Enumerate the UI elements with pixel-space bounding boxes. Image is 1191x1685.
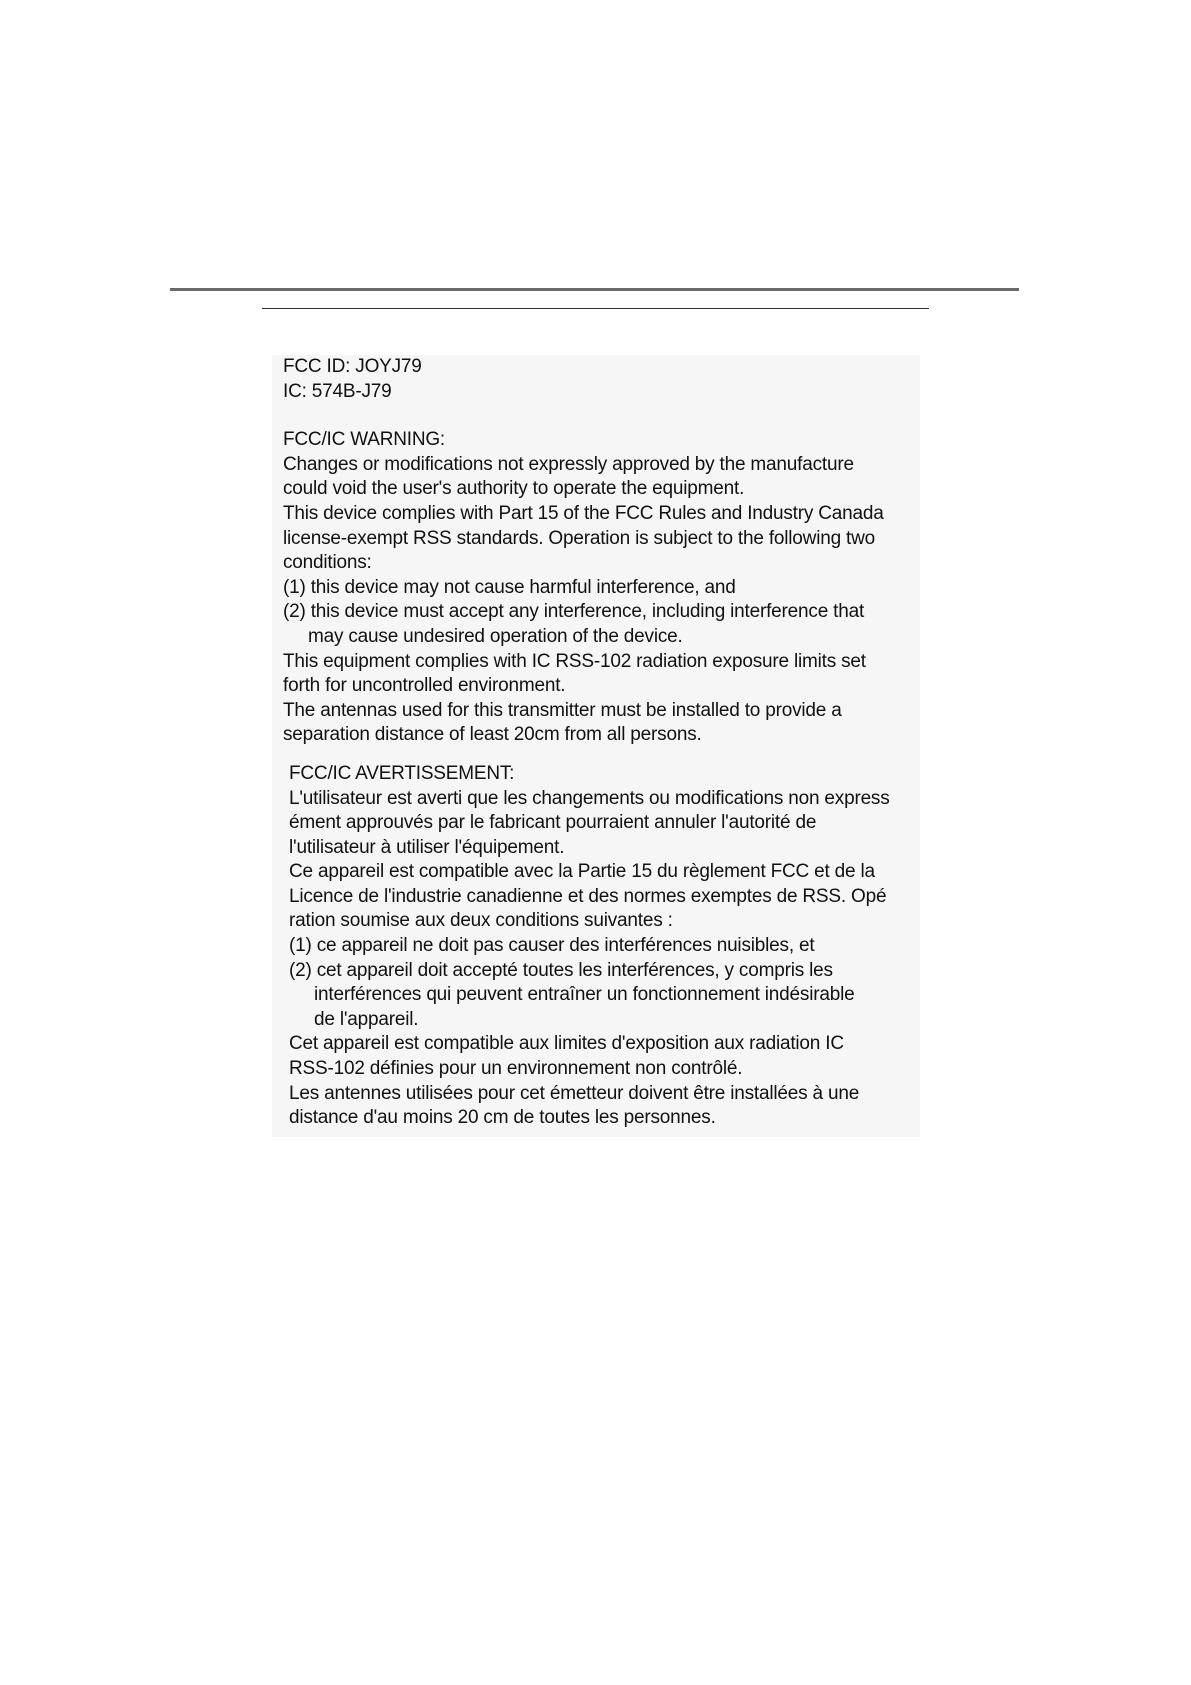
- ic-id: IC: 574B-J79: [283, 380, 392, 402]
- french-line: RSS-102 définies pour un environnement non contrôlé.: [289, 1058, 743, 1080]
- english-notice: [272, 355, 920, 762]
- french-line: Ce appareil est compatible avec la Partie 15 du règlement FCC et de la: [289, 861, 875, 883]
- english-heading: FCC/IC WARNING:: [283, 429, 446, 451]
- french-line: L'utilisateur est averti que les changements ou modifications non express: [289, 787, 890, 809]
- french-line: interférences qui peuvent entraîner un fonctionnement indésirable: [314, 984, 855, 1006]
- french-line: l'utilisateur à utiliser l'équipement.: [289, 836, 565, 858]
- english-line: separation distance of least 20cm from all persons.: [283, 724, 702, 746]
- english-line: (2) this device must accept any interference, including interference that: [283, 601, 865, 623]
- english-line: license-exempt RSS standards. Operation is subject to the following two: [283, 527, 875, 549]
- french-line: ément approuvés par le fabricant pourraient annuler l'autorité de: [289, 812, 817, 834]
- english-line: Changes or modifications not expressly approved by the manufacture: [283, 453, 854, 475]
- french-line: distance d'au moins 20 cm de toutes les personnes.: [289, 1107, 716, 1129]
- header-subrule: [262, 308, 929, 309]
- english-line: (1) this device may not cause harmful interference, and: [283, 576, 736, 598]
- english-line: conditions:: [283, 552, 372, 574]
- french-notice: [272, 762, 920, 1137]
- english-line: This equipment complies with IC RSS-102 radiation exposure limits set: [283, 650, 866, 672]
- french-line: Licence de l'industrie canadienne et des normes exemptes de RSS. Opé: [289, 885, 887, 907]
- english-line: forth for uncontrolled environment.: [283, 675, 566, 697]
- french-heading: FCC/IC AVERTISSEMENT:: [289, 762, 515, 784]
- english-line: could void the user's authority to operate the equipment.: [283, 478, 745, 500]
- device-ids: [283, 355, 920, 404]
- french-line: de l'appareil.: [314, 1008, 419, 1030]
- french-line: (2) cet appareil doit accepté toutes les interférences, y compris les: [289, 959, 833, 981]
- english-line: The antennas used for this transmitter must be installed to provide a: [283, 699, 842, 721]
- french-line: ration soumise aux deux conditions suivantes :: [289, 910, 673, 932]
- french-line: (1) ce appareil ne doit pas causer des interférences nuisibles, et: [289, 935, 815, 957]
- french-line: Cet appareil est compatible aux limites d'exposition aux radiation IC: [289, 1033, 844, 1055]
- regulatory-notice-scan: [272, 355, 920, 1137]
- english-line: This device complies with Part 15 of the FCC Rules and Industry Canada: [283, 502, 884, 524]
- english-line: may cause undesired operation of the device.: [308, 625, 683, 647]
- header-rule: [170, 288, 1019, 291]
- fcc-id: FCC ID: JOYJ79: [283, 356, 422, 377]
- french-line: Les antennes utilisées pour cet émetteur doivent être installées à une: [289, 1082, 860, 1104]
